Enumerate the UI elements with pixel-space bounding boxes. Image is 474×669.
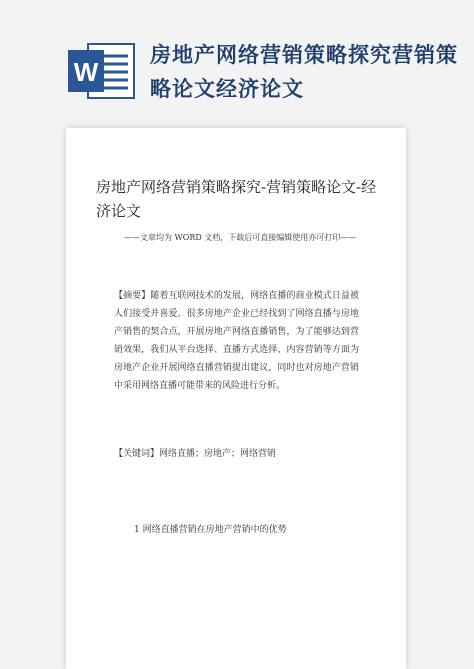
word-icon-letter: W bbox=[73, 57, 99, 87]
banner-header bbox=[0, 0, 474, 140]
word-document-icon bbox=[66, 40, 136, 102]
section-heading: 1 网络直播营销在房地产营销中的优势 bbox=[134, 525, 287, 535]
keywords-line: 【关键词】网络直播；房地产；网络营销 bbox=[114, 449, 277, 459]
document-note: ——文章均为 WORD 文档，下载后可直接编辑使用亦可打印—— bbox=[124, 233, 357, 242]
document-page bbox=[66, 128, 406, 669]
abstract-paragraph: 【摘要】随着互联网技术的发展，网络直播的商业模式日益被人们接受并喜爱。很多房地产企业已经找到了网络直播与房地产销售的契合点，开展房地产网络直播销售，为了能够达到营销效果，我们从平台选择、直播方式选择、内容营销等方面为房地产企业开展网络直播营销提出建议，同时也对房地产营销中采用网络直播可能带来的风险进行分析。 bbox=[114, 291, 359, 391]
banner-title: 房地产网络营销策略探究营销策略论文经济论文 bbox=[150, 42, 458, 101]
document-title: 房地产网络营销策略探究-营销策略论文-经济论文 bbox=[96, 178, 377, 220]
